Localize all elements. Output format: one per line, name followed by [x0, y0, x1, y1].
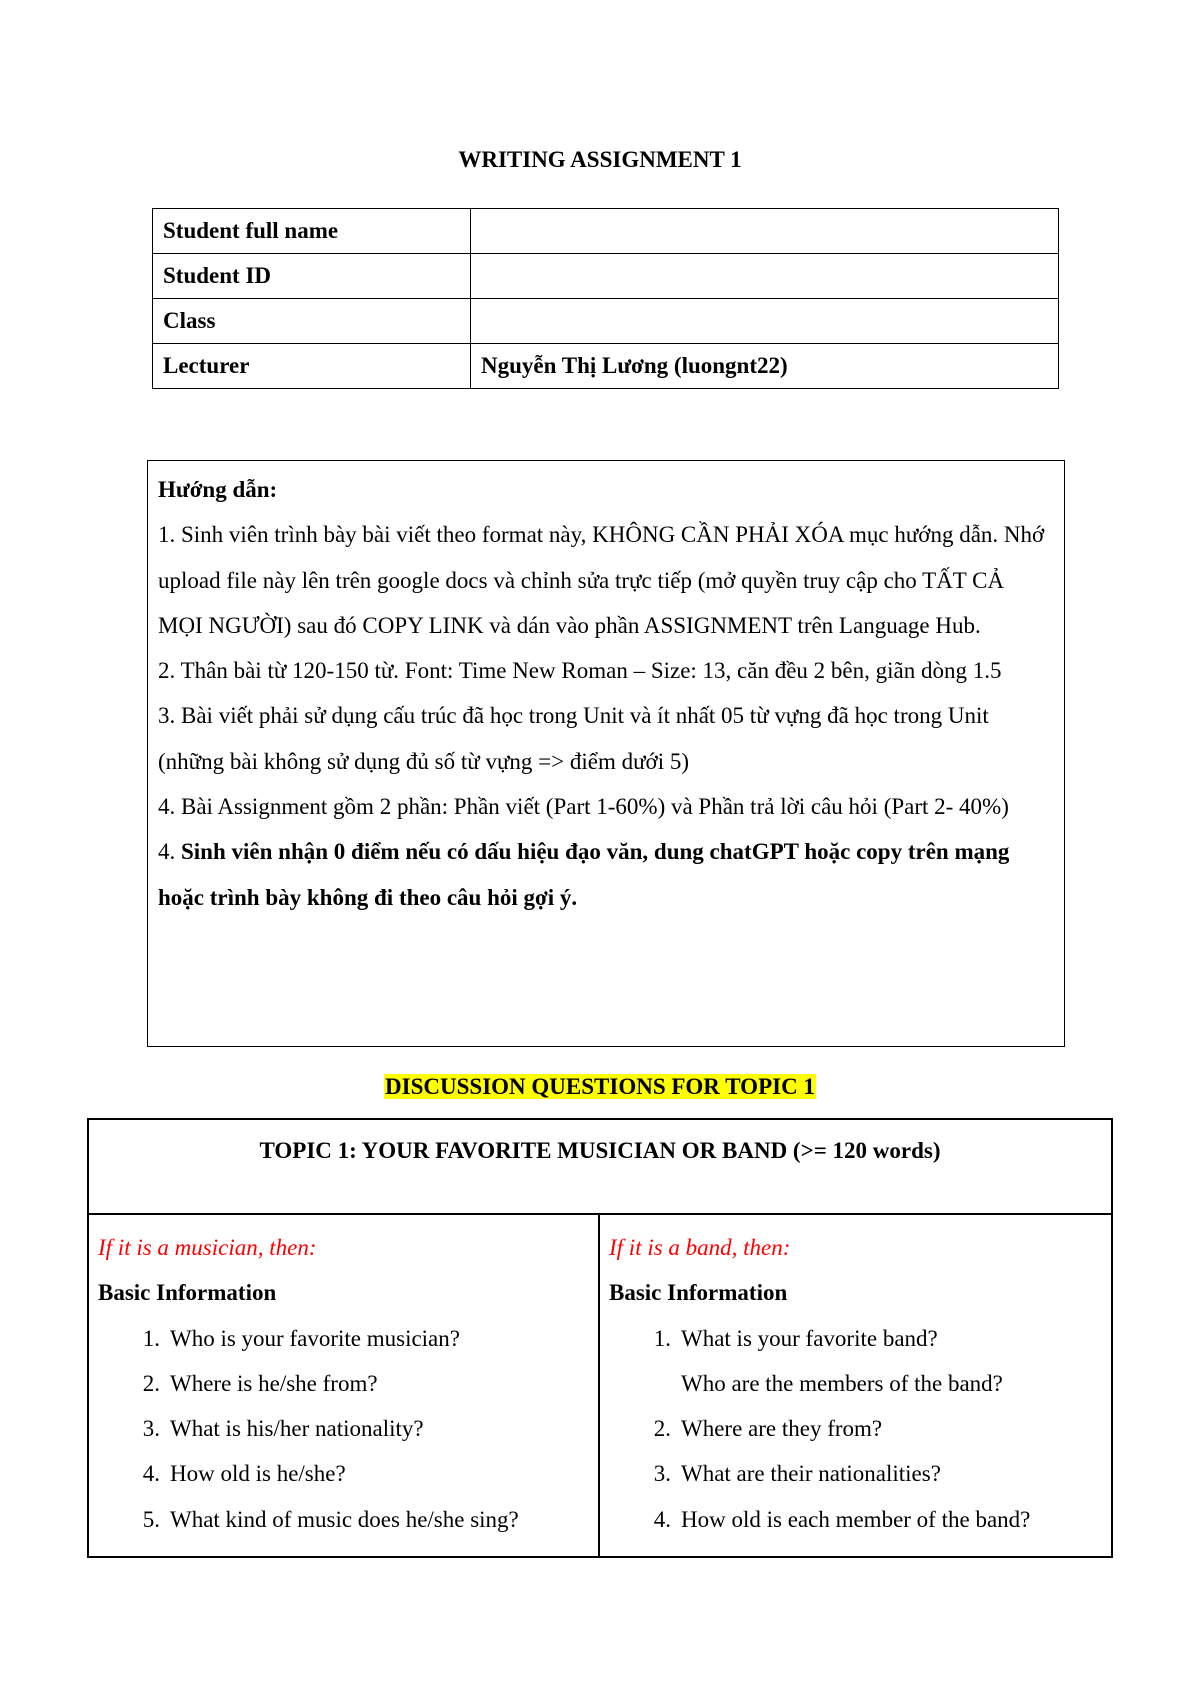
table-row — [153, 299, 1059, 344]
list-item — [609, 1361, 1111, 1406]
list-item — [609, 1451, 1111, 1496]
instruction-number: 4. — [158, 839, 181, 865]
band-column — [600, 1215, 1111, 1556]
student-id-label: Student ID — [153, 254, 471, 299]
list-item — [98, 1316, 598, 1361]
question-number: 3. — [653, 1461, 671, 1487]
musician-column — [89, 1215, 600, 1556]
list-item — [609, 1497, 1111, 1542]
musician-subheading: Basic Information — [98, 1280, 277, 1306]
question-text: How old is each member of the band? — [681, 1506, 1031, 1532]
question-number: 5. — [142, 1506, 160, 1532]
question-number: 2. — [653, 1416, 671, 1442]
class-value — [471, 299, 1059, 344]
band-subheading: Basic Information — [609, 1280, 788, 1306]
question-number: 2. — [142, 1370, 160, 1396]
list-item — [609, 1406, 1111, 1451]
student-id-value — [471, 254, 1059, 299]
question-number: 1. — [653, 1325, 671, 1351]
topic-title: TOPIC 1: YOUR FAVORITE MUSICIAN OR BAND (>= 120 words) — [89, 1120, 1111, 1215]
lecturer-value: Nguyễn Thị Lương (luongnt22) — [471, 344, 1059, 389]
instructions-heading: Hướng dẫn: — [158, 477, 278, 502]
question-number: 4. — [653, 1506, 671, 1532]
question-text: Who are the members of the band? — [681, 1370, 1003, 1396]
instruction-item: 2. Thân bài từ 120-150 từ. Font: Time New Roman – Size: 13, căn đều 2 bên, giãn dòng 1.5 — [158, 658, 1002, 684]
band-intro: If it is a band, then: — [609, 1235, 791, 1260]
list-item — [98, 1497, 598, 1542]
instruction-item: 4. Bài Assignment gồm 2 phần: Phần viết (Part 1-60%) và Phần trả lời câu hỏi (Part 2- 40%) — [158, 794, 1009, 820]
list-item — [98, 1361, 598, 1406]
instruction-warning: Sinh viên nhận 0 điểm nếu có dấu hiệu đạo văn, dung chatGPT hoặc copy trên mạng hoặc trình bày không đi theo câu hỏi gợi ý. — [158, 839, 1010, 910]
question-number: 1. — [142, 1325, 160, 1351]
question-text: Where is he/she from? — [170, 1370, 378, 1396]
question-number: 3. — [142, 1416, 160, 1442]
question-text: Who is your favorite musician? — [170, 1325, 460, 1351]
question-text: How old is he/she? — [170, 1461, 346, 1487]
list-item — [98, 1451, 598, 1496]
instruction-item: 1. Sinh viên trình bày bài viết theo format này, KHÔNG CẦN PHẢI XÓA mục hướng dẫn. Nhớ upload file này lên trên google docs và chỉnh sửa trực tiếp (mở quyền truy cập cho TẤT CẢ MỌI NGƯỜI) sau đó COPY LINK và dán vào phần ASSIGNMENT trên Language Hub. — [158, 522, 1045, 638]
instructions-box — [147, 460, 1065, 1047]
instruction-item: 3. Bài viết phải sử dụng cấu trúc đã học trong Unit và ít nhất 05 từ vựng đã học trong Unit (những bài không sử dụng đủ số từ vựng => điểm dưới 5) — [158, 703, 989, 774]
question-text: What is your favorite band? — [681, 1325, 938, 1351]
instruction-item — [158, 829, 1054, 920]
student-name-value — [471, 209, 1059, 254]
discussion-heading: DISCUSSION QUESTIONS FOR TOPIC 1 — [385, 1074, 815, 1099]
student-info-table — [152, 208, 1059, 389]
question-text: Where are they from? — [681, 1416, 883, 1442]
question-text: What kind of music does he/she sing? — [170, 1506, 519, 1532]
table-row — [153, 254, 1059, 299]
page-title: WRITING ASSIGNMENT 1 — [458, 147, 742, 172]
question-number: 4. — [142, 1461, 160, 1487]
table-row — [153, 209, 1059, 254]
question-text: What are their nationalities? — [681, 1461, 941, 1487]
discussion-heading-row — [0, 1074, 1200, 1100]
question-text: What is his/her nationality? — [170, 1416, 424, 1442]
topic-table — [87, 1118, 1113, 1558]
student-name-label: Student full name — [153, 209, 471, 254]
question-number — [609, 1361, 681, 1406]
class-label: Class — [153, 299, 471, 344]
list-item — [98, 1406, 598, 1451]
table-row — [153, 344, 1059, 389]
musician-intro: If it is a musician, then: — [98, 1235, 317, 1260]
list-item — [609, 1316, 1111, 1361]
lecturer-label: Lecturer — [153, 344, 471, 389]
